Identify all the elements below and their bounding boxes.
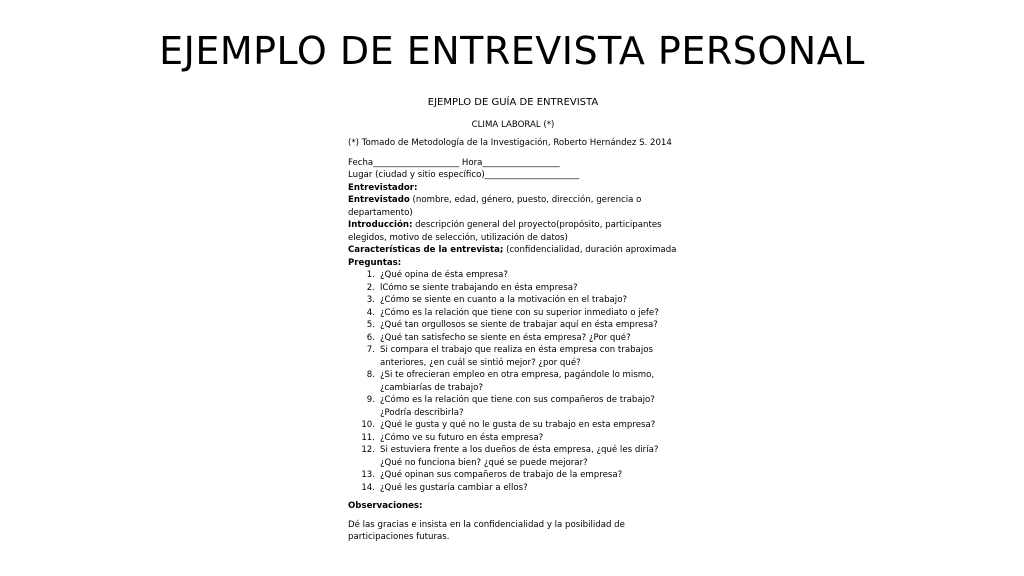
document-title: EJEMPLO DE GUÍA DE ENTREVISTA <box>427 97 599 108</box>
question-number: 3. <box>366 295 375 305</box>
question-text: ¿Qué les gustaría cambiar a ellos? <box>380 482 528 493</box>
question-number: 8. <box>366 370 375 380</box>
question-item <box>348 282 678 295</box>
entrevistado-label: Entrevistado <box>348 195 410 205</box>
question-text: ¿Qué tan orgullosos se siente de trabajar aquí en ésta empresa? <box>380 320 658 330</box>
question-text: ¿Cómo es la relación que tiene con sus compañeros de trabajo?¿Podría describirla? <box>380 395 655 418</box>
preguntas-label: Preguntas: <box>348 257 402 268</box>
question-item <box>348 469 678 482</box>
question-text: ¿Cómo se siente en cuanto a la motivación en el trabajo? <box>380 295 628 305</box>
slide-title: EJEMPLO DE ENTREVISTA PERSONAL <box>159 29 865 73</box>
question-number: 10. <box>361 420 375 430</box>
caracteristicas-field <box>348 244 678 257</box>
introduccion-text: descripción general del proyecto(propósito, participantes elegidos, motivo de selección, utilización de datos) <box>348 220 662 243</box>
question-text: lCómo se siente trabajando en ésta empresa? <box>380 282 578 293</box>
question-item <box>348 444 678 469</box>
question-item <box>348 294 678 307</box>
question-number: 5. <box>366 320 375 330</box>
question-text: Si compara el trabajo que realiza en ésta empresa con trabajos anteriores, ¿en cuál se sintió mejor? ¿por qué? <box>380 345 653 368</box>
source-citation: (*) Tomado de Metodología de la Investigación, Roberto Hernández S. 2014 <box>348 138 672 148</box>
question-number: 14. <box>361 482 375 493</box>
question-item <box>348 482 678 495</box>
question-number: 12. <box>361 445 375 455</box>
question-number: 6. <box>366 332 375 343</box>
closing-text: Dé las gracias e insista en la confidencialidad y la posibilidad de participaciones futuras. <box>348 519 625 542</box>
question-number: 11. <box>361 432 375 443</box>
entrevistado-field <box>348 194 678 219</box>
fecha-hora-line: Fecha____________________ Hora__________________ <box>348 157 560 168</box>
question-number: 4. <box>366 307 375 318</box>
lugar-line: Lugar (ciudad y sitio específico)______________________ <box>348 170 580 180</box>
entrevistador-label: Entrevistador: <box>348 182 418 193</box>
caracteristicas-label: Características de la entrevista; <box>348 245 504 255</box>
observaciones-label: Observaciones: <box>348 501 423 511</box>
introduccion-label: Introducción: <box>348 220 413 230</box>
question-number: 1. <box>366 270 375 280</box>
question-text: ¿Qué opinan sus compañeros de trabajo de la empresa? <box>380 470 623 480</box>
question-item <box>348 269 678 282</box>
question-number: 2. <box>366 282 375 293</box>
question-text: Si estuviera frente a los dueños de ésta empresa, ¿qué les diría? ¿Qué no funciona bien? ¿qué se puede mejorar? <box>380 445 659 468</box>
question-item <box>348 419 678 432</box>
question-item <box>348 307 678 320</box>
question-text: ¿Cómo es la relación que tiene con su superior inmediato o jefe? <box>380 307 659 318</box>
question-text: ¿Si te ofrecieran empleo en otra empresa, pagándole lo mismo, ¿cambiarías de trabajo? <box>380 370 655 393</box>
introduccion-field <box>348 219 678 244</box>
question-item <box>348 394 678 419</box>
question-text: ¿Cómo ve su futuro en ésta empresa? <box>380 432 544 443</box>
questions-list <box>348 269 678 494</box>
caracteristicas-text: (confidencialidad, duración aproximada <box>503 245 677 255</box>
question-number: 9. <box>366 395 375 405</box>
question-item <box>348 319 678 332</box>
interview-guide-document <box>348 96 678 544</box>
question-number: 7. <box>366 345 375 355</box>
question-item <box>348 369 678 394</box>
question-item <box>348 432 678 445</box>
question-item <box>348 332 678 345</box>
question-item <box>348 344 678 369</box>
document-subtitle: CLIMA LABORAL (*) <box>471 120 555 130</box>
question-text: ¿Qué opina de ésta empresa? <box>380 270 508 280</box>
question-number: 13. <box>361 470 375 480</box>
entrevistado-text: (nombre, edad, género, puesto, dirección, gerencia o departamento) <box>348 195 642 218</box>
question-text: ¿Qué le gusta y qué no le gusta de su trabajo en esta empresa? <box>380 420 656 430</box>
question-text: ¿Qué tan satisfecho se siente en ésta empresa? ¿Por qué? <box>380 332 631 343</box>
